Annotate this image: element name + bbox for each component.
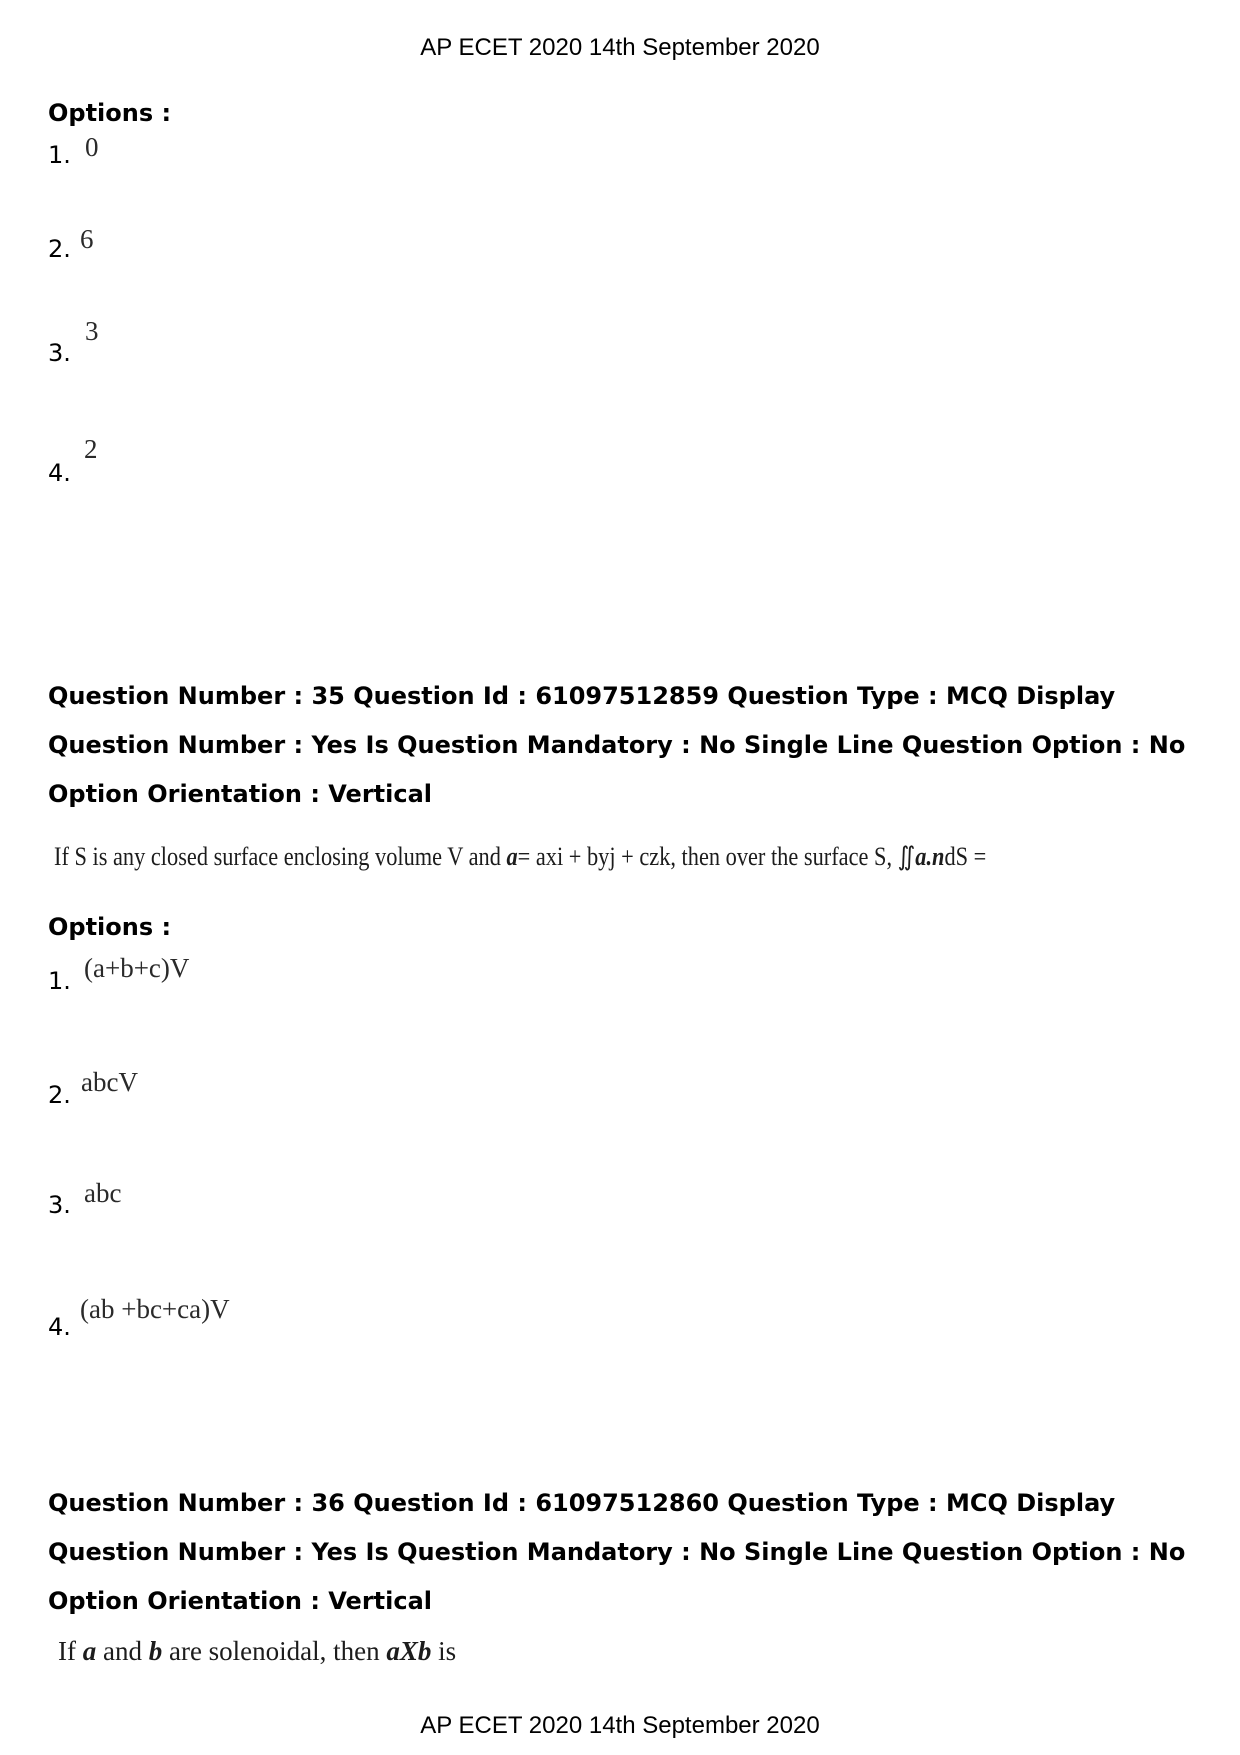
option-item (48, 1294, 1198, 1342)
question-text-segment: = axi + byj + czk, then over the surface S, ∬ (517, 842, 916, 871)
option-number: 3. (48, 339, 71, 367)
vector-symbol: b (148, 1636, 163, 1666)
option-item (48, 953, 1198, 996)
page-header: AP ECET 2020 14th September 2020 (420, 34, 820, 61)
question-text-segment: and (96, 1636, 149, 1666)
option-value: 2 (84, 434, 98, 464)
question-text-segment: If S is any closed surface enclosing volume V and (54, 842, 507, 871)
option-value: (a+b+c)V (84, 953, 190, 983)
option-number: 4. (48, 1313, 71, 1341)
option-number: 2. (48, 235, 71, 263)
option-item (48, 434, 1198, 488)
option-item (48, 316, 1198, 368)
option-value: abcV (81, 1067, 138, 1097)
option-number: 4. (48, 459, 71, 487)
question-36-text (58, 1634, 456, 1668)
option-number: 2. (48, 1081, 71, 1109)
option-value: abc (84, 1178, 122, 1208)
question-text-segment: dS = (944, 842, 987, 871)
vector-symbol: a (506, 842, 518, 871)
options-block-1 (48, 98, 1198, 128)
option-item (48, 224, 1198, 264)
vector-symbol: a.n (915, 842, 945, 871)
option-value: 3 (85, 316, 99, 346)
question-36-header: Question Number : 36 Question Id : 61097512860 Question Type : MCQ Display Question Number : Yes Is Question Mandatory : No Single Line Question Option : No Option Orientation : Vertical (48, 1489, 1186, 1615)
page-footer: AP ECET 2020 14th September 2020 (420, 1712, 820, 1739)
option-value: 6 (80, 224, 94, 254)
option-number: 3. (48, 1191, 71, 1219)
option-item (48, 1178, 1198, 1220)
option-item (48, 132, 1198, 170)
question-35-header: Question Number : 35 Question Id : 61097512859 Question Type : MCQ Display Question Number : Yes Is Question Mandatory : No Single Line Question Option : No Option Orientation : Vertical (48, 682, 1186, 808)
option-number: 1. (48, 967, 71, 995)
question-text-segment: are solenoidal, then (162, 1636, 387, 1666)
question-text-segment: If (58, 1636, 83, 1666)
vector-symbol: a (82, 1636, 97, 1666)
option-item (48, 1067, 1198, 1110)
options-label: Options : (48, 913, 172, 941)
question-text-segment: is (431, 1636, 457, 1666)
option-number: 1. (48, 141, 71, 169)
option-value: (ab +bc+ca)V (80, 1294, 230, 1324)
vector-symbol: aXb (386, 1636, 432, 1666)
question-35-text (54, 840, 986, 874)
options-block-35 (48, 912, 1198, 942)
options-label: Options : (48, 99, 172, 127)
option-value: 0 (85, 132, 99, 162)
